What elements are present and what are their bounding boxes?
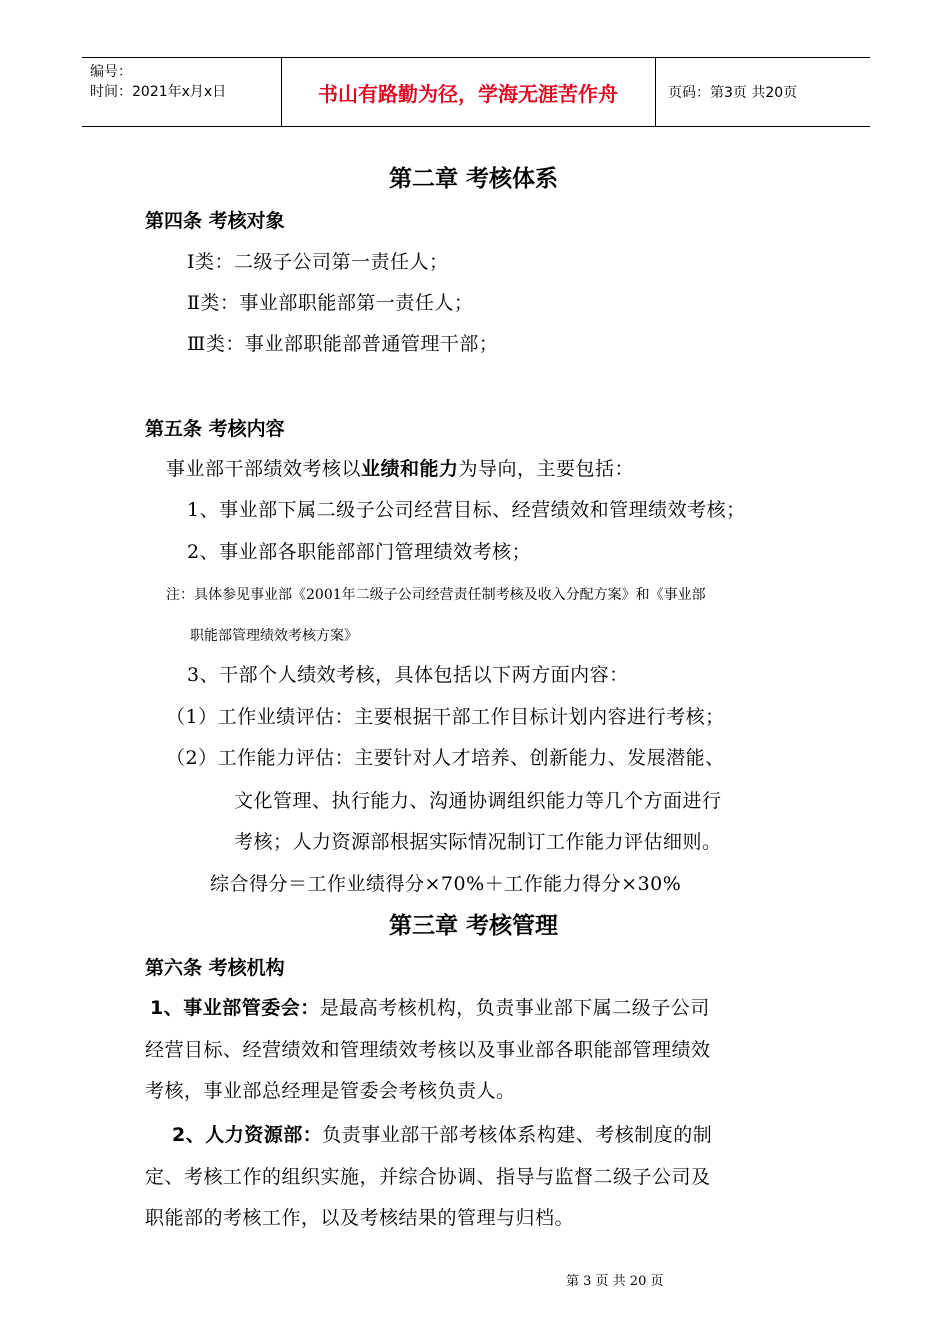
content-item-2: 2、事业部各职能部部门管理绩效考核； — [187, 541, 532, 563]
ability-eval-line-2: 文化管理、执行能力、沟通协调组织能力等几个方面进行 — [234, 790, 722, 812]
target-class-3: Ⅲ类：事业部职能部普通管理干部； — [187, 333, 499, 355]
hr-text: 负责事业部干部考核体系构建、考核制度的制 — [322, 1124, 713, 1146]
intro-emphasis: 业绩和能力 — [361, 458, 459, 480]
score-formula: 综合得分＝工作业绩得分×70%＋工作能力得分×30% — [210, 873, 682, 895]
note-line-2: 职能部管理绩效考核方案》 — [190, 628, 358, 644]
committee-label: 1、事业部管委会： — [150, 997, 320, 1019]
performance-eval: （1）工作业绩评估：主要根据干部工作目标计划内容进行考核； — [166, 706, 725, 728]
committee-paragraph-line-3: 考核，事业部总经理是管委会考核负责人。 — [145, 1080, 516, 1102]
ability-eval-line-1: （2）工作能力评估：主要针对人才培养、创新能力、发展潜能、 — [166, 747, 725, 769]
target-class-1: Ⅰ类：二级子公司第一责任人； — [187, 251, 449, 273]
header-meta — [90, 62, 226, 102]
header-divider — [655, 58, 656, 126]
intro-text: 事业部干部绩效考核以 — [166, 458, 362, 480]
hr-paragraph-line-3: 职能部的考核工作，以及考核结果的管理与归档。 — [145, 1207, 575, 1229]
committee-text: 是最高考核机构，负责事业部下属二级子公司 — [319, 997, 710, 1019]
content-item-1: 1、事业部下属二级子公司经营目标、经营绩效和管理绩效考核； — [187, 499, 746, 521]
header-time: 时间：2021年x月x日 — [90, 84, 227, 100]
hr-paragraph-line-1 — [172, 1120, 712, 1147]
header-page: 页码：第3页 共20页 — [668, 85, 798, 101]
content-item-3: 3、干部个人绩效考核，具体包括以下两方面内容： — [187, 664, 629, 686]
committee-paragraph-line-1 — [150, 993, 710, 1020]
intro-text: 为导向，主要包括： — [458, 458, 635, 480]
hr-label: 2、人力资源部： — [172, 1124, 323, 1146]
article-4-title: 第四条 考核对象 — [145, 210, 285, 232]
chapter-3-title: 第三章 考核管理 — [389, 913, 559, 939]
article-5-intro — [166, 454, 634, 481]
hr-paragraph-line-2: 定、考核工作的组织实施，并综合协调、指导与监督二级子公司及 — [145, 1166, 711, 1188]
header-number: 编号： — [90, 64, 132, 80]
article-5-title: 第五条 考核内容 — [145, 418, 285, 440]
page-footer: 第 3 页 共 20 页 — [566, 1274, 664, 1289]
ability-eval-line-3: 考核；人力资源部根据实际情况制订工作能力评估细则。 — [234, 831, 722, 853]
article-6-title: 第六条 考核机构 — [145, 957, 285, 979]
note-line-1: 注：具体参见事业部《2001年二级子公司经营责任制考核及收入分配方案》和《事业部 — [166, 587, 706, 603]
chapter-2-title: 第二章 考核体系 — [389, 166, 559, 192]
header-motto: 书山有路勤为径，学海无涯苦作舟 — [318, 82, 618, 106]
committee-paragraph-line-2: 经营目标、经营绩效和管理绩效考核以及事业部各职能部管理绩效 — [145, 1039, 711, 1061]
page-header — [82, 57, 870, 127]
target-class-2: Ⅱ类：事业部职能部第一责任人； — [187, 292, 474, 314]
